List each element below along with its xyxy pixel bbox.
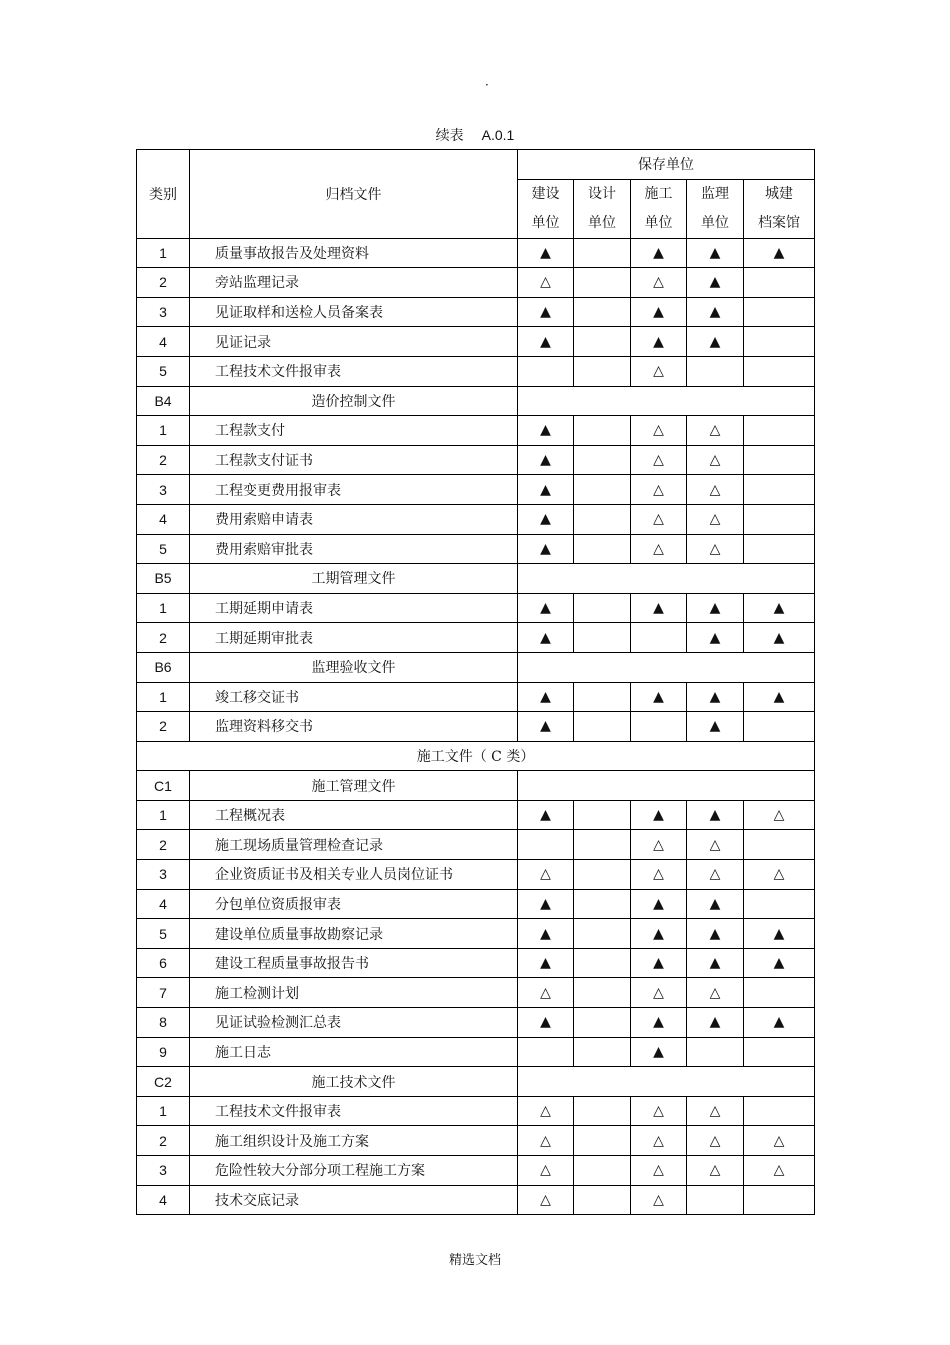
file-name: 工程变更费用报审表	[190, 475, 518, 505]
row-number: 3	[137, 297, 190, 327]
filled-triangle-icon: ▲	[687, 1008, 744, 1038]
hollow-triangle-icon: △	[687, 860, 744, 890]
table-row	[137, 268, 815, 298]
mark-cell-empty	[574, 860, 631, 890]
file-name: 建设单位质量事故勘察记录	[190, 919, 518, 949]
table-row	[137, 238, 815, 268]
filled-triangle-icon: ▲	[518, 445, 574, 475]
file-name: 工程款支付	[190, 416, 518, 446]
file-name: 工期延期申请表	[190, 593, 518, 623]
header-unit-line2: 单位	[701, 214, 729, 231]
section-title: 工期管理文件	[190, 564, 518, 594]
filled-triangle-icon: ▲	[744, 593, 815, 623]
hollow-triangle-icon: △	[631, 268, 687, 298]
mark-cell-empty	[744, 1037, 815, 1067]
hollow-triangle-icon: △	[631, 475, 687, 505]
row-number: 2	[137, 830, 190, 860]
mark-cell-empty	[574, 593, 631, 623]
table-row	[137, 1096, 815, 1126]
row-number: 1	[137, 416, 190, 446]
mark-cell-empty	[574, 889, 631, 919]
table-row	[137, 1126, 815, 1156]
mark-cell-empty	[744, 830, 815, 860]
mark-cell-empty	[574, 445, 631, 475]
filled-triangle-icon: ▲	[744, 238, 815, 268]
hollow-triangle-icon: △	[631, 534, 687, 564]
mark-cell-empty	[574, 1185, 631, 1215]
section-code: C1	[137, 771, 190, 801]
hollow-triangle-icon: △	[631, 356, 687, 386]
filled-triangle-icon: ▲	[518, 504, 574, 534]
filled-triangle-icon: ▲	[631, 919, 687, 949]
header-unit-line2: 单位	[531, 214, 560, 231]
filled-triangle-icon: ▲	[518, 919, 574, 949]
mark-cell-empty	[574, 1126, 631, 1156]
table-row	[137, 475, 815, 505]
section-empty	[518, 771, 815, 801]
hollow-triangle-icon: △	[631, 1185, 687, 1215]
table-row	[137, 978, 815, 1008]
file-name: 费用索赔审批表	[190, 534, 518, 564]
section-title: 监理验收文件	[190, 652, 518, 682]
mark-cell-empty	[574, 1008, 631, 1038]
hollow-triangle-icon: △	[687, 1096, 744, 1126]
mark-cell-empty	[687, 1037, 744, 1067]
filled-triangle-icon: ▲	[631, 327, 687, 357]
file-name: 企业资质证书及相关专业人员岗位证书	[190, 860, 518, 890]
filled-triangle-icon: ▲	[687, 919, 744, 949]
filled-triangle-icon: ▲	[687, 800, 744, 830]
file-name: 工程技术文件报审表	[190, 1096, 518, 1126]
table-row	[137, 297, 815, 327]
row-number: 3	[137, 860, 190, 890]
mark-cell-empty	[518, 356, 574, 386]
hollow-triangle-icon: △	[687, 445, 744, 475]
mark-cell-empty	[744, 297, 815, 327]
mark-cell-empty	[574, 948, 631, 978]
hollow-triangle-icon: △	[744, 860, 815, 890]
row-number: 1	[137, 1096, 190, 1126]
section-code: B4	[137, 386, 190, 416]
row-number: 5	[137, 356, 190, 386]
hollow-triangle-icon: △	[631, 1096, 687, 1126]
table-row	[137, 712, 815, 742]
header-file: 归档文件	[190, 150, 518, 239]
hollow-triangle-icon: △	[631, 860, 687, 890]
header-unit-line2: 单位	[644, 214, 673, 231]
hollow-triangle-icon: △	[687, 534, 744, 564]
filled-triangle-icon: ▲	[518, 948, 574, 978]
section-row	[137, 1067, 815, 1097]
filled-triangle-icon: ▲	[687, 327, 744, 357]
filled-triangle-icon: ▲	[687, 268, 744, 298]
table-row	[137, 623, 815, 653]
filled-triangle-icon: ▲	[631, 682, 687, 712]
file-name: 工程款支付证书	[190, 445, 518, 475]
hollow-triangle-icon: △	[518, 1185, 574, 1215]
file-name: 见证试验检测汇总表	[190, 1008, 518, 1038]
row-number: 5	[137, 919, 190, 949]
table-row	[137, 800, 815, 830]
filled-triangle-icon: ▲	[518, 327, 574, 357]
mark-cell-empty	[574, 1156, 631, 1186]
row-number: 7	[137, 978, 190, 1008]
filled-triangle-icon: ▲	[518, 1008, 574, 1038]
mark-cell-empty	[574, 712, 631, 742]
filled-triangle-icon: ▲	[631, 948, 687, 978]
mark-cell-empty	[744, 504, 815, 534]
filled-triangle-icon: ▲	[518, 800, 574, 830]
table-row	[137, 593, 815, 623]
mark-cell-empty	[744, 268, 815, 298]
hollow-triangle-icon: △	[518, 860, 574, 890]
mark-cell-empty	[574, 830, 631, 860]
file-name: 见证记录	[190, 327, 518, 357]
filled-triangle-icon: ▲	[744, 948, 815, 978]
hollow-triangle-icon: △	[631, 978, 687, 1008]
mark-cell-empty	[518, 830, 574, 860]
row-number: 4	[137, 327, 190, 357]
section-code: B5	[137, 564, 190, 594]
table-row	[137, 948, 815, 978]
hollow-triangle-icon: △	[631, 1156, 687, 1186]
filled-triangle-icon: ▲	[631, 889, 687, 919]
mark-cell-empty	[574, 919, 631, 949]
mark-cell-empty	[744, 534, 815, 564]
mark-cell-empty	[574, 297, 631, 327]
mark-cell-empty	[574, 504, 631, 534]
row-number: 2	[137, 445, 190, 475]
section-code: B6	[137, 652, 190, 682]
section-empty	[518, 652, 815, 682]
table-row	[137, 830, 815, 860]
filled-triangle-icon: ▲	[518, 297, 574, 327]
file-name: 建设工程质量事故报告书	[190, 948, 518, 978]
file-name: 工程概况表	[190, 800, 518, 830]
mark-cell-empty	[744, 475, 815, 505]
mark-cell-empty	[574, 327, 631, 357]
table-row	[137, 1185, 815, 1215]
filled-triangle-icon: ▲	[744, 623, 815, 653]
file-name: 分包单位资质报审表	[190, 889, 518, 919]
table-row	[137, 1156, 815, 1186]
hollow-triangle-icon: △	[687, 416, 744, 446]
filled-triangle-icon: ▲	[631, 1037, 687, 1067]
filled-triangle-icon: ▲	[518, 682, 574, 712]
header-unit-line1: 设计	[588, 185, 616, 202]
filled-triangle-icon: ▲	[631, 1008, 687, 1038]
filled-triangle-icon: ▲	[687, 889, 744, 919]
file-name: 见证取样和送检人员备案表	[190, 297, 518, 327]
hollow-triangle-icon: △	[687, 1126, 744, 1156]
hollow-triangle-icon: △	[518, 1096, 574, 1126]
table-row	[137, 534, 815, 564]
table-row	[137, 356, 815, 386]
header-unit-line2: 档案馆	[758, 214, 801, 231]
filled-triangle-icon: ▲	[744, 1008, 815, 1038]
hollow-triangle-icon: △	[687, 1156, 744, 1186]
filled-triangle-icon: ▲	[631, 800, 687, 830]
file-name: 工期延期审批表	[190, 623, 518, 653]
row-number: 3	[137, 475, 190, 505]
header-unit-line1: 城建	[765, 185, 794, 202]
mark-cell-empty	[744, 712, 815, 742]
mark-cell-empty	[744, 1096, 815, 1126]
mark-cell-empty	[744, 416, 815, 446]
table-row	[137, 919, 815, 949]
mark-cell-empty	[687, 356, 744, 386]
mark-cell-empty	[574, 416, 631, 446]
hollow-triangle-icon: △	[744, 800, 815, 830]
hollow-triangle-icon: △	[518, 1156, 574, 1186]
row-number: 2	[137, 712, 190, 742]
section-row	[137, 652, 815, 682]
mark-cell-empty	[744, 445, 815, 475]
row-number: 2	[137, 623, 190, 653]
mark-cell-empty	[744, 978, 815, 1008]
header-unit-2	[631, 179, 687, 238]
filled-triangle-icon: ▲	[687, 297, 744, 327]
mark-cell-empty	[744, 356, 815, 386]
filled-triangle-icon: ▲	[687, 238, 744, 268]
row-number: 4	[137, 504, 190, 534]
mark-cell-empty	[574, 534, 631, 564]
mark-cell-empty	[744, 1185, 815, 1215]
filled-triangle-icon: ▲	[744, 682, 815, 712]
hollow-triangle-icon: △	[631, 830, 687, 860]
caption-code: A.0.1	[481, 127, 515, 143]
caption-label: 续表	[435, 128, 464, 144]
file-name: 工程技术文件报审表	[190, 356, 518, 386]
table-row	[137, 504, 815, 534]
mark-cell-empty	[574, 238, 631, 268]
section-title: 施工技术文件	[190, 1067, 518, 1097]
hollow-triangle-icon: △	[744, 1126, 815, 1156]
hollow-triangle-icon: △	[744, 1156, 815, 1186]
hollow-triangle-icon: △	[631, 1126, 687, 1156]
row-number: 1	[137, 682, 190, 712]
section-title: 造价控制文件	[190, 386, 518, 416]
file-name: 技术交底记录	[190, 1185, 518, 1215]
row-number: 1	[137, 238, 190, 268]
filled-triangle-icon: ▲	[687, 682, 744, 712]
hollow-triangle-icon: △	[687, 504, 744, 534]
row-number: 9	[137, 1037, 190, 1067]
filled-triangle-icon: ▲	[518, 238, 574, 268]
header-unit-line1: 施工	[644, 185, 673, 202]
mark-cell-empty	[574, 682, 631, 712]
table-row	[137, 889, 815, 919]
file-name: 施工现场质量管理检查记录	[190, 830, 518, 860]
mark-cell-empty	[574, 978, 631, 1008]
row-number: 4	[137, 889, 190, 919]
file-name: 质量事故报告及处理资料	[190, 238, 518, 268]
header-unit-0	[518, 179, 574, 238]
header-unit-line1: 建设	[531, 185, 560, 202]
archive-table	[136, 149, 815, 1215]
mark-cell-empty	[574, 356, 631, 386]
section-row	[137, 386, 815, 416]
hollow-triangle-icon: △	[687, 475, 744, 505]
row-number: 4	[137, 1185, 190, 1215]
filled-triangle-icon: ▲	[631, 238, 687, 268]
header-group: 保存单位	[518, 150, 815, 180]
mark-cell-empty	[574, 623, 631, 653]
file-name: 施工日志	[190, 1037, 518, 1067]
table-full-row	[137, 741, 815, 771]
section-row	[137, 771, 815, 801]
table-caption	[0, 125, 950, 145]
page-footer: 精选文档	[448, 1253, 501, 1268]
file-name: 施工检测计划	[190, 978, 518, 1008]
filled-triangle-icon: ▲	[518, 593, 574, 623]
filled-triangle-icon: ▲	[518, 623, 574, 653]
filled-triangle-icon: ▲	[631, 297, 687, 327]
row-number: 5	[137, 534, 190, 564]
hollow-triangle-icon: △	[518, 268, 574, 298]
table-row	[137, 445, 815, 475]
hollow-triangle-icon: △	[631, 445, 687, 475]
row-number: 8	[137, 1008, 190, 1038]
header-unit-4	[744, 179, 815, 238]
file-name: 旁站监理记录	[190, 268, 518, 298]
mark-cell-empty	[574, 800, 631, 830]
header-unit-1	[574, 179, 631, 238]
hollow-triangle-icon: △	[631, 504, 687, 534]
header-unit-3	[687, 179, 744, 238]
file-name: 竣工移交证书	[190, 682, 518, 712]
file-name: 危险性较大分部分项工程施工方案	[190, 1156, 518, 1186]
mark-cell-empty	[687, 1185, 744, 1215]
row-number: 3	[137, 1156, 190, 1186]
table-row	[137, 416, 815, 446]
filled-triangle-icon: ▲	[687, 623, 744, 653]
row-number: 2	[137, 1126, 190, 1156]
hollow-triangle-icon: △	[687, 978, 744, 1008]
header-category: 类别	[137, 150, 190, 239]
filled-triangle-icon: ▲	[518, 475, 574, 505]
filled-triangle-icon: ▲	[687, 712, 744, 742]
filled-triangle-icon: ▲	[518, 534, 574, 564]
top-mark: ·	[485, 78, 489, 92]
filled-triangle-icon: ▲	[518, 889, 574, 919]
hollow-triangle-icon: △	[518, 1126, 574, 1156]
section-empty	[518, 386, 815, 416]
filled-triangle-icon: ▲	[631, 593, 687, 623]
section-empty	[518, 564, 815, 594]
section-code: C2	[137, 1067, 190, 1097]
row-number: 2	[137, 268, 190, 298]
filled-triangle-icon: ▲	[744, 919, 815, 949]
file-name: 费用索赔申请表	[190, 504, 518, 534]
hollow-triangle-icon: △	[518, 978, 574, 1008]
mark-cell-empty	[574, 268, 631, 298]
mark-cell-empty	[574, 1096, 631, 1126]
row-number: 6	[137, 948, 190, 978]
table-row	[137, 682, 815, 712]
filled-triangle-icon: ▲	[687, 948, 744, 978]
mark-cell-empty	[744, 327, 815, 357]
hollow-triangle-icon: △	[687, 830, 744, 860]
mark-cell-empty	[631, 623, 687, 653]
table-row	[137, 327, 815, 357]
file-name: 施工组织设计及施工方案	[190, 1126, 518, 1156]
section-title: 施工管理文件	[190, 771, 518, 801]
full-row-title: 施工文件（ C 类）	[137, 741, 815, 771]
row-number: 1	[137, 593, 190, 623]
section-row	[137, 564, 815, 594]
filled-triangle-icon: ▲	[687, 593, 744, 623]
mark-cell-empty	[631, 712, 687, 742]
table-row	[137, 860, 815, 890]
filled-triangle-icon: ▲	[518, 712, 574, 742]
table-row	[137, 1008, 815, 1038]
mark-cell-empty	[518, 1037, 574, 1067]
table-row	[137, 1037, 815, 1067]
mark-cell-empty	[574, 475, 631, 505]
mark-cell-empty	[744, 889, 815, 919]
section-empty	[518, 1067, 815, 1097]
filled-triangle-icon: ▲	[518, 416, 574, 446]
file-name: 监理资料移交书	[190, 712, 518, 742]
hollow-triangle-icon: △	[631, 416, 687, 446]
mark-cell-empty	[574, 1037, 631, 1067]
header-unit-line1: 监理	[701, 185, 729, 202]
header-unit-line2: 单位	[588, 214, 616, 231]
row-number: 1	[137, 800, 190, 830]
